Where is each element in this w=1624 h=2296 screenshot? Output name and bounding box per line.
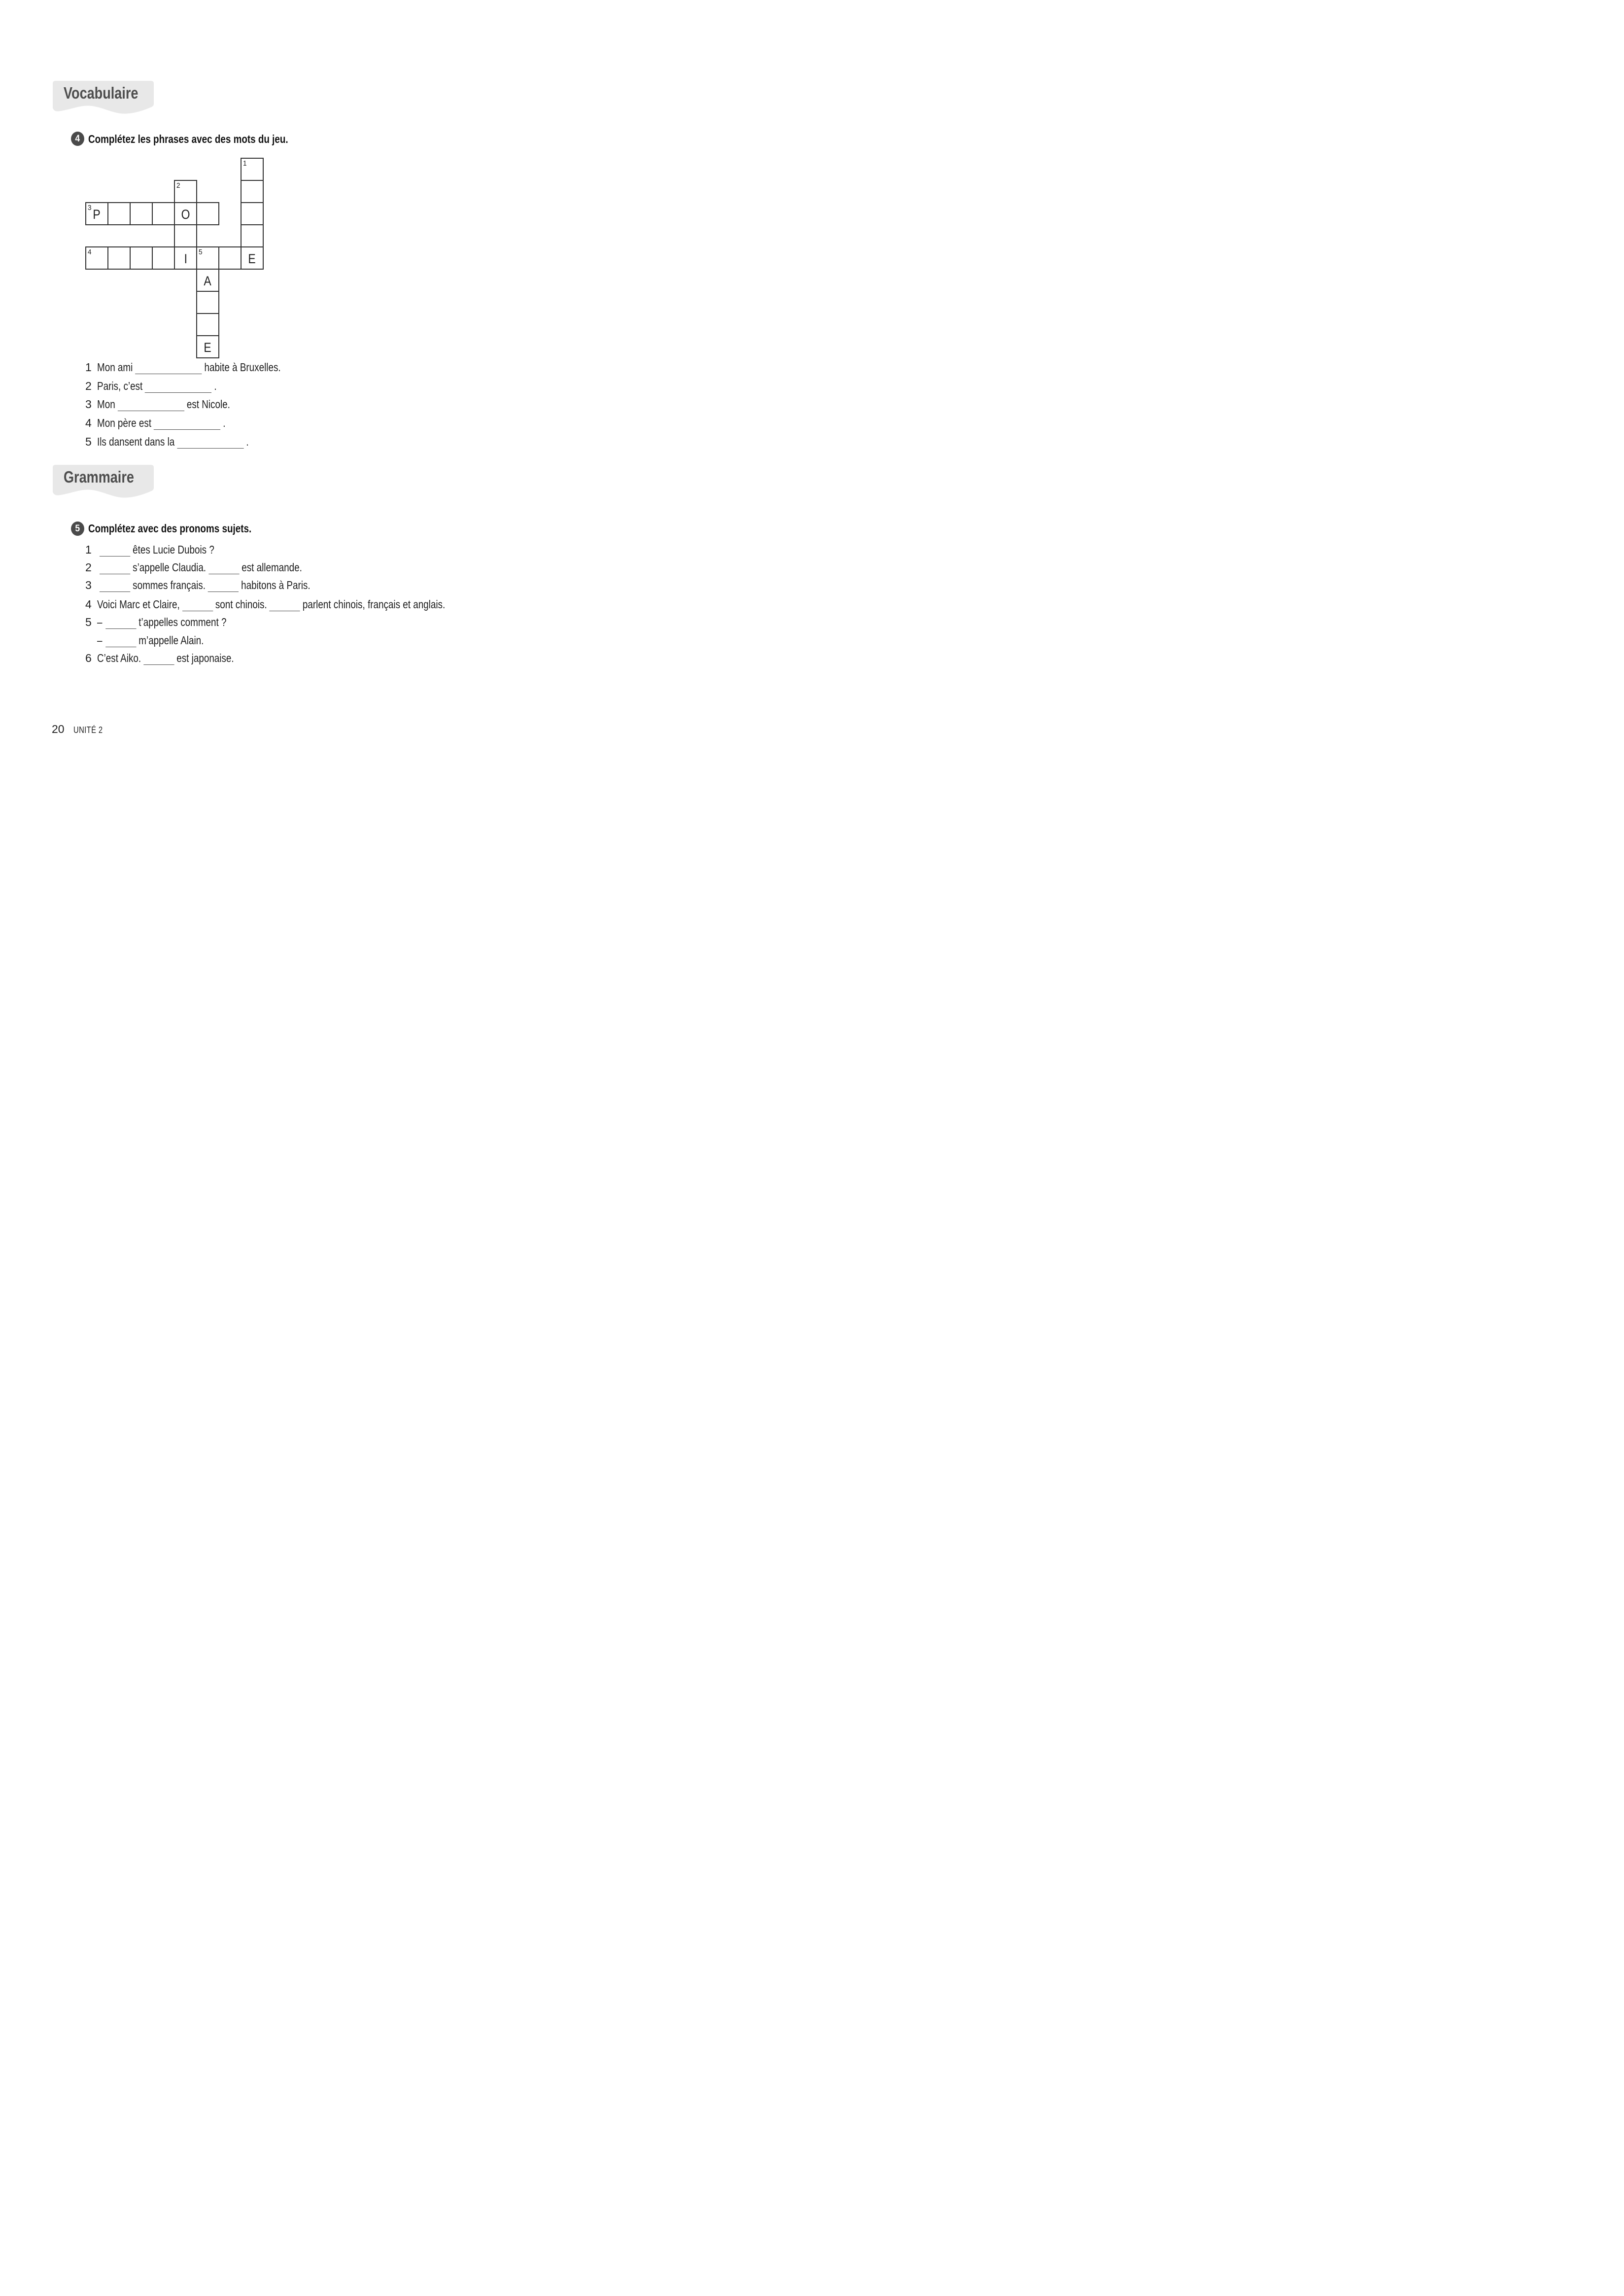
sentence-row — [85, 595, 521, 613]
crossword-cell[interactable] — [174, 246, 197, 270]
sentence-text: sommes français. — [133, 579, 206, 591]
crossword-cell[interactable] — [152, 246, 175, 270]
sentence-row — [85, 358, 321, 376]
crossword-cell[interactable] — [130, 202, 153, 225]
sentence-text: s’appelle Claudia. — [133, 561, 207, 574]
sentence-number: 1 — [85, 361, 92, 374]
unit-label: UNITÉ 2 — [73, 725, 103, 735]
sentence-text: Paris, c’est — [97, 380, 143, 392]
blank-line[interactable] — [105, 617, 136, 629]
crossword-cell[interactable] — [174, 202, 197, 225]
crossword-cell[interactable] — [241, 224, 264, 247]
sentence-text: t’appelles comment ? — [138, 616, 227, 628]
sentence-row — [85, 631, 227, 649]
section-title: Vocabulaire — [64, 84, 138, 102]
sentence-text: . — [246, 435, 249, 448]
blank-line[interactable] — [135, 362, 202, 374]
crossword-cell-number: 3 — [88, 204, 92, 212]
crossword-grid — [85, 158, 264, 358]
blank-line[interactable] — [208, 580, 239, 592]
crossword-cell[interactable] — [196, 291, 219, 314]
crossword-cell[interactable] — [241, 180, 264, 203]
sentence-row — [85, 414, 254, 432]
crossword-cell-letter: O — [181, 207, 190, 222]
sentence-row — [85, 395, 259, 413]
blank-line[interactable] — [177, 437, 243, 449]
sentence-number: 3 — [85, 398, 92, 411]
sentence-text: habitons à Paris. — [241, 579, 311, 591]
dialogue-dash: – — [97, 634, 103, 647]
exercise-number-badge — [71, 132, 84, 146]
crossword-cell[interactable] — [196, 202, 219, 225]
sentence-text: est japonaise. — [176, 652, 234, 664]
blank-line[interactable] — [100, 562, 130, 574]
sentence-number: 4 — [85, 417, 92, 429]
sentence-row — [85, 558, 347, 576]
section-header-vocabulaire — [53, 81, 154, 114]
blank-line[interactable] — [270, 599, 300, 611]
crossword-cell-letter: E — [204, 340, 212, 355]
blank-line[interactable] — [145, 381, 211, 393]
crossword-cell[interactable] — [85, 246, 108, 270]
blank-line[interactable] — [208, 562, 239, 574]
sentence-number: 6 — [85, 652, 92, 664]
sentence-row — [85, 649, 264, 667]
sentence-row — [85, 576, 357, 594]
sentence-number: 2 — [85, 380, 92, 392]
sentence-number: 5 — [85, 435, 92, 448]
exercise-number: 5 — [75, 523, 80, 534]
crossword-cell[interactable] — [174, 180, 197, 203]
crossword-cell-number: 1 — [243, 159, 247, 168]
crossword-cell-number: 4 — [88, 248, 92, 256]
sentence-row — [85, 541, 240, 558]
sentence-row — [85, 377, 243, 395]
sentence-text: Mon — [97, 398, 115, 411]
section-header-grammaire — [53, 465, 154, 498]
crossword-cell[interactable] — [196, 269, 219, 292]
blank-line[interactable] — [100, 580, 130, 592]
crossword-cell-letter: I — [184, 251, 187, 266]
blank-line[interactable] — [105, 635, 136, 647]
blank-line[interactable] — [100, 545, 130, 557]
sentence-text: Mon père est — [97, 417, 152, 429]
sentence-text: est Nicole. — [186, 398, 230, 411]
exercise-number: 4 — [75, 133, 80, 144]
crossword-cell[interactable] — [196, 246, 219, 270]
crossword-cell[interactable] — [196, 335, 219, 358]
page-number: 20 — [52, 723, 65, 735]
crossword-cell-letter: A — [204, 274, 212, 288]
sentence-number: 5 — [85, 616, 92, 628]
crossword-cell[interactable] — [241, 246, 264, 270]
sentence-number: 1 — [85, 543, 92, 556]
crossword-cell-number: 2 — [176, 181, 180, 190]
sentence-number: 3 — [85, 579, 92, 591]
exercise-number-badge — [71, 522, 84, 536]
sentence-text: . — [214, 380, 217, 392]
sentence-row — [85, 613, 255, 631]
crossword-cell[interactable] — [174, 224, 197, 247]
sentence-number: 4 — [85, 598, 92, 611]
exercise-instruction: Complétez les phrases avec des mots du jeu. — [88, 133, 288, 145]
crossword-cell[interactable] — [196, 313, 219, 336]
blank-line[interactable] — [118, 399, 184, 411]
sentence-text: m’appelle Alain. — [138, 634, 204, 647]
blank-line[interactable] — [154, 418, 220, 430]
crossword-cell[interactable] — [130, 246, 153, 270]
sentence-text: habite à Bruxelles. — [204, 361, 281, 374]
sentence-text: Mon ami — [97, 361, 133, 374]
crossword-cell[interactable] — [152, 202, 175, 225]
exercise-instruction: Complétez avec des pronoms sujets. — [88, 522, 252, 535]
crossword-cell-number: 5 — [199, 248, 203, 256]
blank-line[interactable] — [143, 653, 174, 665]
dialogue-dash: – — [97, 616, 103, 628]
crossword-cell-letter: E — [248, 251, 256, 266]
sentence-number: 2 — [85, 561, 92, 574]
crossword-cell[interactable] — [85, 202, 108, 225]
section-title: Grammaire — [64, 468, 134, 486]
sentence-row — [85, 433, 282, 451]
sentence-text: sont chinois. — [215, 598, 267, 611]
blank-line[interactable] — [182, 599, 213, 611]
crossword-cell[interactable] — [241, 158, 264, 181]
sentence-text: Ils dansent dans la — [97, 435, 175, 448]
crossword-cell[interactable] — [107, 202, 131, 225]
sentence-text: C’est Aiko. — [97, 652, 141, 664]
sentence-text: êtes Lucie Dubois ? — [133, 543, 214, 556]
workbook-page — [0, 0, 541, 765]
crossword-cell-letter: P — [93, 207, 101, 222]
sentence-text: Voici Marc et Claire, — [97, 598, 180, 611]
page-footer — [52, 723, 109, 736]
sentence-text: . — [223, 417, 226, 429]
sentence-text: parlent chinois, français et anglais. — [302, 598, 446, 611]
crossword-cell[interactable] — [107, 246, 131, 270]
crossword-cell[interactable] — [241, 202, 264, 225]
sentence-text: est allemande. — [242, 561, 302, 574]
crossword-cell[interactable] — [218, 246, 242, 270]
